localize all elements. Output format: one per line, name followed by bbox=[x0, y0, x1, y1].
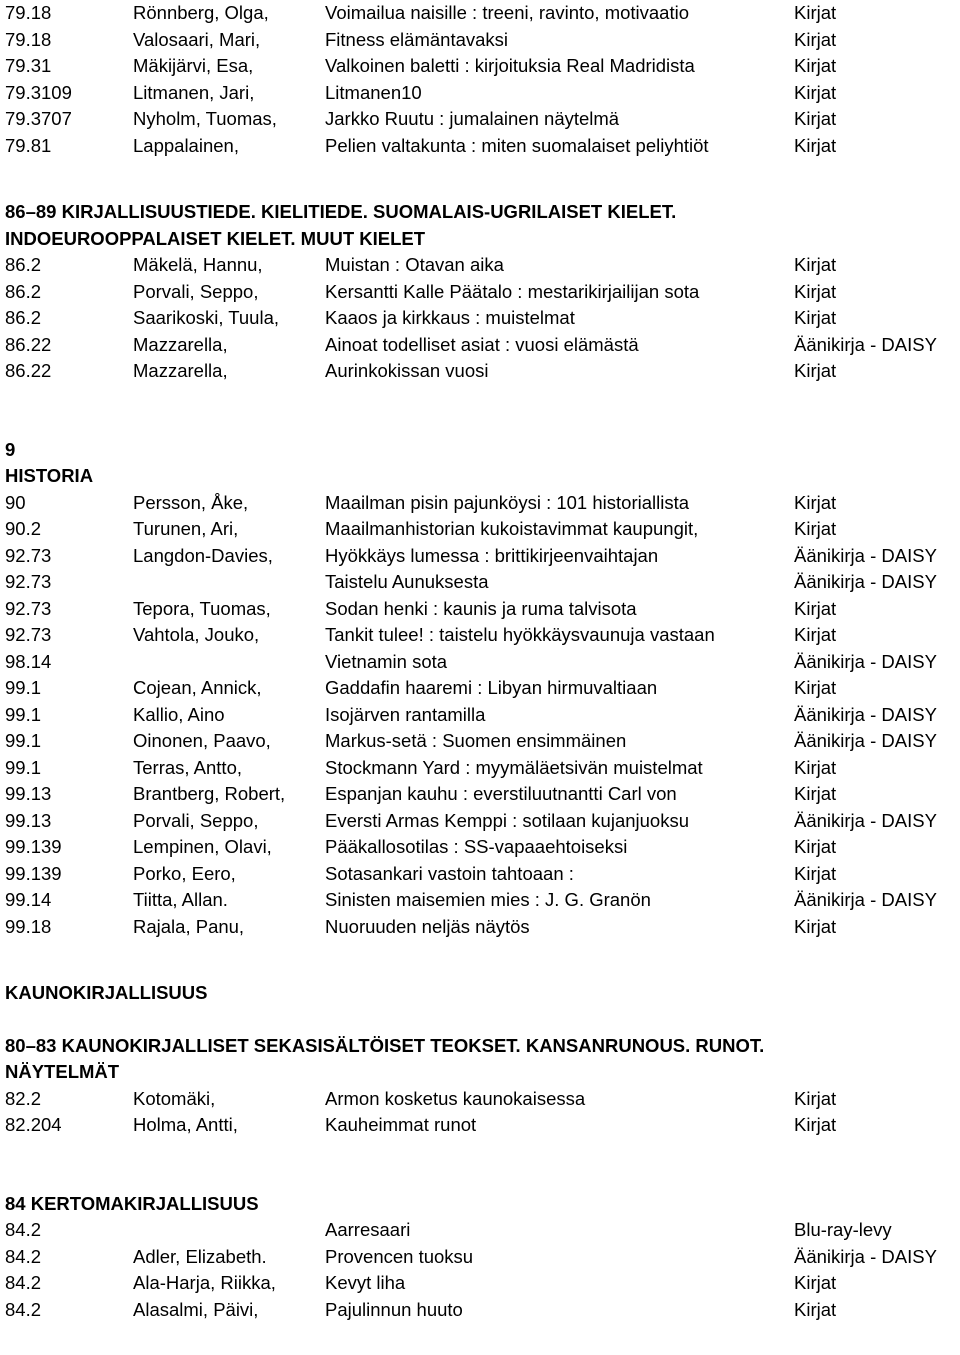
format: Kirjat bbox=[794, 491, 837, 513]
classification-code: 86.22 bbox=[5, 360, 52, 381]
title: Stockmann Yard : myymäläetsivän muistelmat bbox=[325, 756, 703, 778]
author: Ala-Harja, Riikka, bbox=[133, 1272, 276, 1293]
author: Persson, Åke, bbox=[133, 491, 249, 513]
title: Markus-setä : Suomen ensimmäinen bbox=[325, 730, 627, 751]
title: Litmanen10 bbox=[325, 81, 422, 103]
section-heading: HISTORIA bbox=[5, 465, 94, 486]
title: Ainoat todelliset asiat : vuosi elämästä bbox=[325, 333, 639, 355]
format: Äänikirja - DAISY bbox=[794, 809, 937, 831]
format: Äänikirja - DAISY bbox=[794, 333, 937, 355]
catalog-row bbox=[5, 490, 960, 517]
format: Äänikirja - DAISY bbox=[794, 650, 937, 672]
format: Kirjat bbox=[794, 518, 837, 539]
author: Tepora, Tuomas, bbox=[133, 597, 271, 619]
author: Porvali, Seppo, bbox=[133, 809, 259, 831]
author: Mazzarella, bbox=[133, 360, 228, 381]
classification-code: 90.2 bbox=[5, 518, 42, 539]
title: Provencen tuoksu bbox=[325, 1245, 474, 1267]
catalog-row bbox=[5, 0, 960, 27]
catalog-row bbox=[5, 543, 960, 570]
catalog-row bbox=[5, 80, 960, 107]
title: Hyökkäys lumessa : brittikirjeenvaihtajan bbox=[325, 544, 659, 566]
classification-code: 98.14 bbox=[5, 650, 52, 672]
format: Kirjat bbox=[794, 756, 837, 778]
title: Fitness elämäntavaksi bbox=[325, 28, 509, 50]
author: Cojean, Annick, bbox=[133, 677, 262, 698]
classification-code: 86.22 bbox=[5, 333, 52, 355]
format: Kirjat bbox=[794, 108, 837, 129]
title: Pelien valtakunta : miten suomalaiset peliyhtiöt bbox=[325, 134, 709, 156]
classification-code: 99.139 bbox=[5, 836, 62, 857]
title: Kaaos ja kirkkaus : muistelmat bbox=[325, 307, 575, 328]
title: Kevyt liha bbox=[325, 1272, 406, 1293]
classification-code: 84.2 bbox=[5, 1219, 42, 1240]
title: Isojärven rantamilla bbox=[325, 703, 486, 725]
classification-code: 84.2 bbox=[5, 1298, 42, 1320]
catalog-row bbox=[5, 1270, 960, 1297]
catalog-row bbox=[5, 27, 960, 54]
catalog-row bbox=[5, 1086, 960, 1113]
format: Kirjat bbox=[794, 1087, 837, 1109]
catalog-row bbox=[5, 914, 960, 941]
catalog-row bbox=[5, 649, 960, 676]
author: Langdon-Davies, bbox=[133, 544, 273, 566]
catalog-row bbox=[5, 358, 960, 385]
catalog-row bbox=[5, 516, 960, 543]
classification-code: 92.73 bbox=[5, 544, 52, 566]
format: Kirjat bbox=[794, 624, 837, 645]
classification-code: 99.13 bbox=[5, 783, 52, 804]
classification-code: 79.18 bbox=[5, 2, 52, 23]
author: Tiitta, Allan. bbox=[133, 889, 228, 910]
format: Kirjat bbox=[794, 2, 837, 23]
title: Maailmanhistorian kukoistavimmat kaupungit, bbox=[325, 518, 699, 539]
title: Kersantti Kalle Päätalo : mestarikirjailijan sota bbox=[325, 280, 700, 302]
title: Valkoinen baletti : kirjoituksia Real Madridista bbox=[325, 55, 695, 76]
classification-code: 86.2 bbox=[5, 307, 42, 328]
catalog-row bbox=[5, 781, 960, 808]
author: Saarikoski, Tuula, bbox=[133, 307, 280, 328]
format: Äänikirja - DAISY bbox=[794, 730, 937, 751]
author: Lempinen, Olavi, bbox=[133, 836, 272, 857]
classification-code: 86.2 bbox=[5, 280, 42, 302]
classification-code: 99.1 bbox=[5, 730, 42, 751]
section-narrative-literature bbox=[5, 1191, 960, 1324]
author: Lappalainen, bbox=[133, 134, 239, 156]
title: Pääkallosotilas : SS-vapaaehtoiseksi bbox=[325, 836, 628, 857]
author: Kallio, Aino bbox=[133, 703, 225, 725]
classification-code: 79.31 bbox=[5, 55, 52, 76]
title: Sotasankari vastoin tahtoaan : bbox=[325, 862, 574, 884]
format: Kirjat bbox=[794, 597, 837, 619]
classification-code: 99.139 bbox=[5, 862, 62, 884]
format: Blu-ray-levy bbox=[794, 1219, 892, 1240]
classification-code: 79.18 bbox=[5, 28, 52, 50]
catalog-row bbox=[5, 861, 960, 888]
catalog-row bbox=[5, 834, 960, 861]
title: Maailman pisin pajunköysi : 101 historiallista bbox=[325, 491, 690, 513]
catalog-row bbox=[5, 702, 960, 729]
catalog-row bbox=[5, 305, 960, 332]
catalog-row bbox=[5, 279, 960, 306]
format: Kirjat bbox=[794, 915, 837, 937]
classification-code: 90 bbox=[5, 491, 26, 513]
catalog-row bbox=[5, 596, 960, 623]
format: Kirjat bbox=[794, 81, 837, 103]
catalog-row bbox=[5, 1112, 960, 1139]
author: Mäkijärvi, Esa, bbox=[133, 55, 254, 76]
author: Holma, Antti, bbox=[133, 1114, 238, 1135]
classification-code: 92.73 bbox=[5, 597, 52, 619]
title: Sinisten maisemien mies : J. G. Granön bbox=[325, 889, 651, 910]
format: Kirjat bbox=[794, 28, 837, 50]
title: Eversti Armas Kemppi : sotilaan kujanjuoksu bbox=[325, 809, 690, 831]
format: Kirjat bbox=[794, 836, 837, 857]
title: Sodan henki : kaunis ja ruma talvisota bbox=[325, 597, 637, 619]
author: Valosaari, Mari, bbox=[133, 28, 261, 50]
classification-code: 84.2 bbox=[5, 1245, 42, 1267]
classification-code: 79.3707 bbox=[5, 108, 72, 129]
title: Jarkko Ruutu : jumalainen näytelmä bbox=[325, 108, 620, 129]
section-number: 9 bbox=[5, 438, 16, 460]
author: Porvali, Seppo, bbox=[133, 280, 259, 302]
catalog-row bbox=[5, 728, 960, 755]
classification-code: 92.73 bbox=[5, 624, 52, 645]
format: Kirjat bbox=[794, 360, 837, 381]
title: Nuoruuden neljäs näytös bbox=[325, 915, 530, 937]
title: Pajulinnun huuto bbox=[325, 1298, 463, 1320]
title: Taistelu Aunuksesta bbox=[325, 571, 489, 592]
classification-code: 92.73 bbox=[5, 571, 52, 592]
classification-code: 79.81 bbox=[5, 134, 52, 156]
catalog-row bbox=[5, 1244, 960, 1271]
section-sports-games bbox=[5, 0, 960, 159]
section-literature-linguistics bbox=[5, 199, 960, 385]
catalog-row bbox=[5, 569, 960, 596]
format: Kirjat bbox=[794, 783, 837, 804]
catalog-row bbox=[5, 53, 960, 80]
catalog-row bbox=[5, 755, 960, 782]
title: Muistan : Otavan aika bbox=[325, 254, 504, 275]
format: Kirjat bbox=[794, 862, 837, 884]
format: Kirjat bbox=[794, 134, 837, 156]
author: Oinonen, Paavo, bbox=[133, 730, 271, 751]
author: Alasalmi, Päivi, bbox=[133, 1298, 259, 1320]
format: Äänikirja - DAISY bbox=[794, 703, 937, 725]
author: Adler, Elizabeth. bbox=[133, 1245, 267, 1267]
author: Nyholm, Tuomas, bbox=[133, 108, 277, 129]
section-heading: 84 KERTOMAKIRJALLISUUS bbox=[5, 1192, 259, 1214]
title: Aarresaari bbox=[325, 1219, 411, 1240]
classification-code: 82.204 bbox=[5, 1114, 62, 1135]
format: Kirjat bbox=[794, 677, 837, 698]
format: Kirjat bbox=[794, 1272, 837, 1293]
title: Voimailua naisille : treeni, ravinto, motivaatio bbox=[325, 2, 690, 23]
classification-code: 99.13 bbox=[5, 809, 52, 831]
author: Kotomäki, bbox=[133, 1087, 216, 1109]
author: Brantberg, Robert, bbox=[133, 783, 286, 804]
catalog-row bbox=[5, 1297, 960, 1324]
classification-code: 82.2 bbox=[5, 1087, 42, 1109]
catalog-row bbox=[5, 675, 960, 702]
section-heading: 80–83 KAUNOKIRJALLISET SEKASISÄLTÖISET TEOKSET. KANSANRUNOUS. RUNOT. bbox=[5, 1034, 765, 1056]
author: Vahtola, Jouko, bbox=[133, 624, 260, 645]
catalog-row bbox=[5, 622, 960, 649]
title: Gaddafin haaremi : Libyan hirmuvaltiaan bbox=[325, 677, 658, 698]
classification-code: 79.3109 bbox=[5, 81, 72, 103]
title: Espanjan kauhu : everstiluutnantti Carl von bbox=[325, 783, 677, 804]
classification-code: 99.1 bbox=[5, 703, 42, 725]
format: Äänikirja - DAISY bbox=[794, 571, 937, 592]
author: Turunen, Ari, bbox=[133, 518, 239, 539]
classification-code: 99.1 bbox=[5, 677, 42, 698]
author: Terras, Antto, bbox=[133, 756, 242, 778]
catalog-row bbox=[5, 133, 960, 160]
catalog-document bbox=[5, 0, 960, 1323]
format: Kirjat bbox=[794, 307, 837, 328]
author: Porko, Eero, bbox=[133, 862, 236, 884]
classification-code: 99.18 bbox=[5, 915, 52, 937]
author: Mazzarella, bbox=[133, 333, 228, 355]
format: Äänikirja - DAISY bbox=[794, 544, 937, 566]
author: Rajala, Panu, bbox=[133, 915, 245, 937]
main-heading-fiction: KAUNOKIRJALLISUUS bbox=[5, 982, 208, 1003]
catalog-row bbox=[5, 1217, 960, 1244]
classification-code: 84.2 bbox=[5, 1272, 42, 1293]
format: Kirjat bbox=[794, 1114, 837, 1135]
format: Kirjat bbox=[794, 55, 837, 76]
title: Vietnamin sota bbox=[325, 650, 448, 672]
title: Armon kosketus kaunokaisessa bbox=[325, 1087, 586, 1109]
format: Äänikirja - DAISY bbox=[794, 1245, 937, 1267]
format: Äänikirja - DAISY bbox=[794, 889, 937, 910]
catalog-row bbox=[5, 252, 960, 279]
section-fiction-collections bbox=[5, 1033, 960, 1139]
classification-code: 99.1 bbox=[5, 756, 42, 778]
section-history bbox=[5, 437, 960, 941]
author: Litmanen, Jari, bbox=[133, 81, 255, 103]
title: Tankit tulee! : taistelu hyökkäysvaunuja vastaan bbox=[325, 624, 715, 645]
title: Aurinkokissan vuosi bbox=[325, 360, 489, 381]
catalog-row bbox=[5, 332, 960, 359]
section-heading-continued: INDOEUROOPPALAISET KIELET. MUUT KIELET bbox=[5, 227, 426, 249]
format: Kirjat bbox=[794, 1298, 837, 1320]
catalog-row bbox=[5, 808, 960, 835]
format: Kirjat bbox=[794, 254, 837, 275]
section-heading-continued: NÄYTELMÄT bbox=[5, 1061, 120, 1082]
classification-code: 86.2 bbox=[5, 254, 42, 275]
format: Kirjat bbox=[794, 280, 837, 302]
classification-code: 99.14 bbox=[5, 889, 52, 910]
catalog-row bbox=[5, 106, 960, 133]
author: Rönnberg, Olga, bbox=[133, 2, 269, 23]
section-heading: 86–89 KIRJALLISUUSTIEDE. KIELITIEDE. SUOMALAIS-UGRILAISET KIELET. bbox=[5, 201, 677, 222]
title: Kauheimmat runot bbox=[325, 1114, 477, 1135]
author: Mäkelä, Hannu, bbox=[133, 254, 263, 275]
catalog-row bbox=[5, 887, 960, 914]
